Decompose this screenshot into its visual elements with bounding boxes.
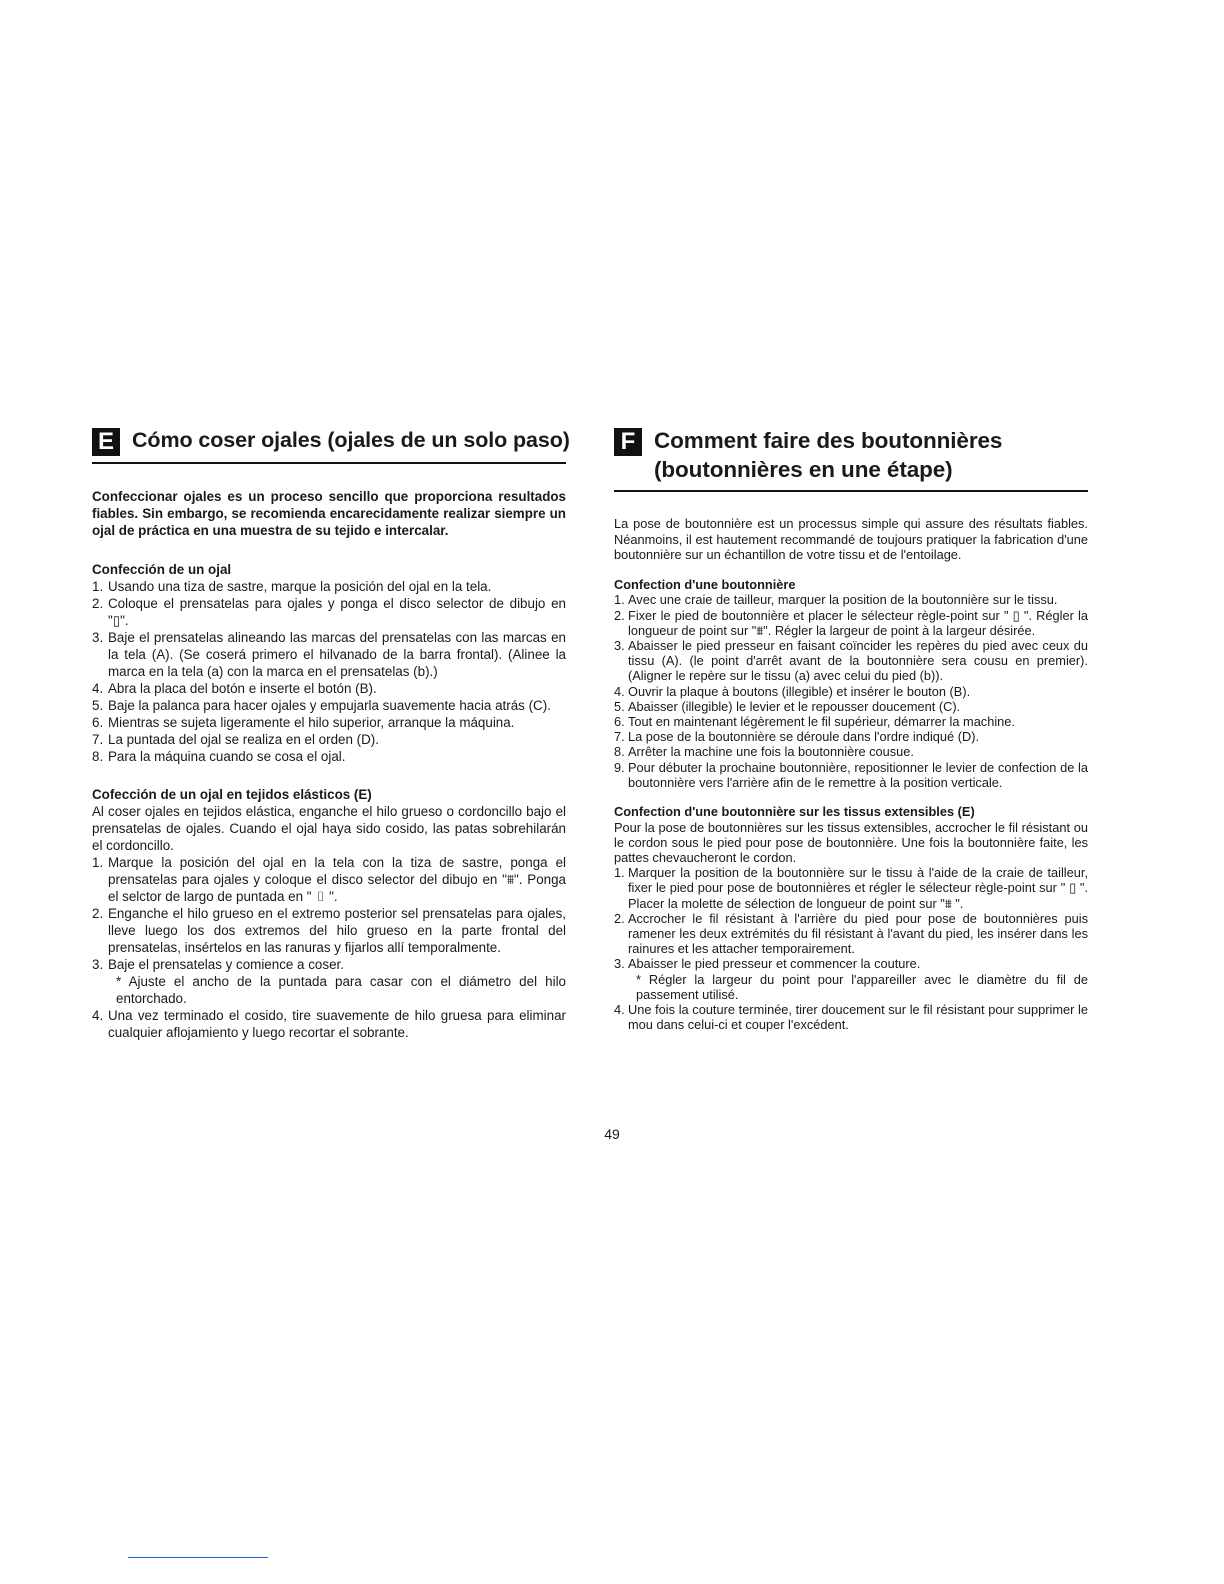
subheading-es-1: Confección de un ojal xyxy=(92,561,232,577)
page-title-fr: Comment faire des boutonnières (boutonnières en une étape) xyxy=(654,428,1003,482)
list-item: 5. Abaisser (illegible) le levier et le repousser doucement (C). xyxy=(614,698,961,714)
list-item: 8. Arrêter la machine une fois la boutonnière cousue. xyxy=(614,744,914,760)
intro-fr: La pose de boutonnière est un processus simple qui assure des résultats fiables. Néanmoins, il est hautement recommandé de toujours pratiquer la fabrication d'une boutonnière sur un échantillon de votre tissu et de l'entoilage. xyxy=(614,516,1088,563)
section-badge-e: E xyxy=(92,428,120,456)
list-item: 3. Abaisser le pied presseur en faisant coïncider les repères du pied avec ceux du tissu (A). (le point d'arrêt avant de la boutonnière sera cousu en premier). (Aligner le repère sur le tissu (a) avec celui du pied (b)). xyxy=(614,637,1088,684)
list-item: 5. Baje la palanca para hacer ojales y empujarla suavemente hacia atrás (C). xyxy=(92,697,551,713)
spanish-column xyxy=(92,426,570,1041)
subheading-fr-1: Confection d'une boutonnière xyxy=(614,576,796,592)
intro-es: Confeccionar ojales es un proceso sencillo que proporciona resultados fiables. Sin embargo, se recomienda encarecidamente realizar siempre un ojal de práctica en una muestra de su tejido e intercalar. xyxy=(92,489,566,539)
list-item: 2. Enganche el hilo grueso en el extremo posterior sel prensatelas para ojales, lleve luego los dos extremos del hilo grueso en la parte frontal del prensatelas, insértelos en las ranuras y fijarlos allí temporalmente. xyxy=(92,905,566,955)
page-number: 49 xyxy=(604,1126,620,1142)
list-item: 6. Mientras se sujeta ligeramente el hilo superior, arranque la máquina. xyxy=(92,714,515,730)
section-heading-fr xyxy=(614,426,1088,492)
list-item: 1. Marquer la position de la boutonnière sur le tissu à l'aide de la craie de tailleur, fixer le pied pour pose de boutonnières et régler le sélecteur règle-point sur " ▯ ". Placer la molette de sélection de longueur de point sur "⩩ ". xyxy=(614,865,1088,911)
subheading-fr-2: Confection d'une boutonnière sur les tissus extensibles (E) xyxy=(614,804,975,820)
list-item: 2. Accrocher le fil résistant à l'arrière du pied pour pose de boutonnières puis ramener les deux extrémités du fil résistant à l'avant du pied, les insérer dans les rainures et les attacher temporairement. xyxy=(614,910,1088,957)
paragraph-fr-2: Pour la pose de boutonnières sur les tissus extensibles, accrocher le fil résistant ou le cordon sous le pied pour pose de boutonnière. Une fois la boutonnière faite, les pattes chevaucheront le cordon. xyxy=(614,819,1088,866)
french-column xyxy=(614,426,1088,1032)
list-item: 4. Ouvrir la plaque à boutons (illegible) et insérer le bouton (B). xyxy=(614,683,971,699)
list-item: 3. Abaisser le pied presseur et commencer la couture. * Régler la largeur du point pour l'appareiller avec le diamètre du fil de passement utilisé. xyxy=(614,956,1088,1002)
bottom-divider xyxy=(128,1557,268,1558)
list-item: 1. Usando una tiza de sastre, marque la posición del ojal en la tela. xyxy=(92,578,492,594)
paragraph-es-2: Al coser ojales en tejidos elástica, enganche el hilo grueso o cordoncillo bajo el prensatelas de ojales. Cuando el ojal haya sido cosido, las patas sobrehilarán el cordoncillo. xyxy=(92,803,566,853)
list-item: 2. Fixer le pied de boutonnière et placer le sélecteur règle-point sur " ▯ ". Régler la longueur de point sur "⩩". Régler la largeur de point à la largeur désirée. xyxy=(614,607,1088,638)
section-heading-es xyxy=(92,426,570,464)
list-item: 3. Baje el prensatelas y comience a coser. * Ajuste el ancho de la puntada para casar con el diámetro del hilo entorchado. xyxy=(92,956,566,1006)
steps-list-es-1 xyxy=(92,578,566,765)
page-title-es: Cómo coser ojales (ojales de un solo paso) xyxy=(132,428,570,452)
subheading-es-2: Cofección de un ojal en tejidos elásticos (E) xyxy=(92,786,372,802)
note-text: * Régler la largeur du point pour l'appareiller avec le diamètre du fil de passement utilisé. xyxy=(636,971,1088,1002)
list-item: 1. Avec une craie de tailleur, marquer la position de la boutonnière sur le tissu. xyxy=(614,592,1058,608)
list-item: 2. Coloque el prensatelas para ojales y ponga el disco selector de dibujo en "▯". xyxy=(92,595,566,628)
list-item: 4. Abra la placa del botón e inserte el botón (B). xyxy=(92,680,377,696)
list-item: 8. Para la máquina cuando se cosa el ojal. xyxy=(92,748,346,764)
list-item: 4. Une fois la couture terminée, tirer doucement sur le fil résistant pour supprimer le mou dans celui-ci et couper l'excédent. xyxy=(614,1002,1088,1033)
note-text: * Ajuste el ancho de la puntada para casar con el diámetro del hilo entorchado. xyxy=(116,973,566,1006)
list-item: 6. Tout en maintenant légèrement le fil supérieur, démarrer la machine. xyxy=(614,714,1015,729)
list-item: 7. La pose de la boutonnière se déroule dans l'ordre indiqué (D). xyxy=(614,729,980,745)
steps-list-fr-2 xyxy=(614,865,1088,1032)
list-item: 9. Pour débuter la prochaine boutonnière, repositionner le levier de confection de la boutonnière vers l'arrière afin de le remettre à la position verticale. xyxy=(614,759,1088,790)
steps-list-es-2 xyxy=(92,854,566,1041)
list-item: 1. Marque la posición del ojal en la tela con la tiza de sastre, ponga el prensatelas para ojales y coloque el disco selector del dibujo en "⩩". Ponga el selctor de largo de puntada en " ▯ ". xyxy=(92,854,566,904)
list-item: 7. La puntada del ojal se realiza en el orden (D). xyxy=(92,731,379,747)
list-item: 4. Una vez terminado el cosido, tire suavemente de hilo gruesa para eliminar cualquier aflojamiento y luego recortar el sobrante. xyxy=(92,1007,566,1040)
section-badge-f: F xyxy=(614,428,642,456)
list-item: 3. Baje el prensatelas alineando las marcas del prensatelas con las marcas en la tela (A). (Se coserá primero el hilvanado de la barra frontal). (Alinee la marca en la tela (a) con la marca en el prensatelas (b).) xyxy=(92,629,566,679)
steps-list-fr-1 xyxy=(614,592,1088,790)
